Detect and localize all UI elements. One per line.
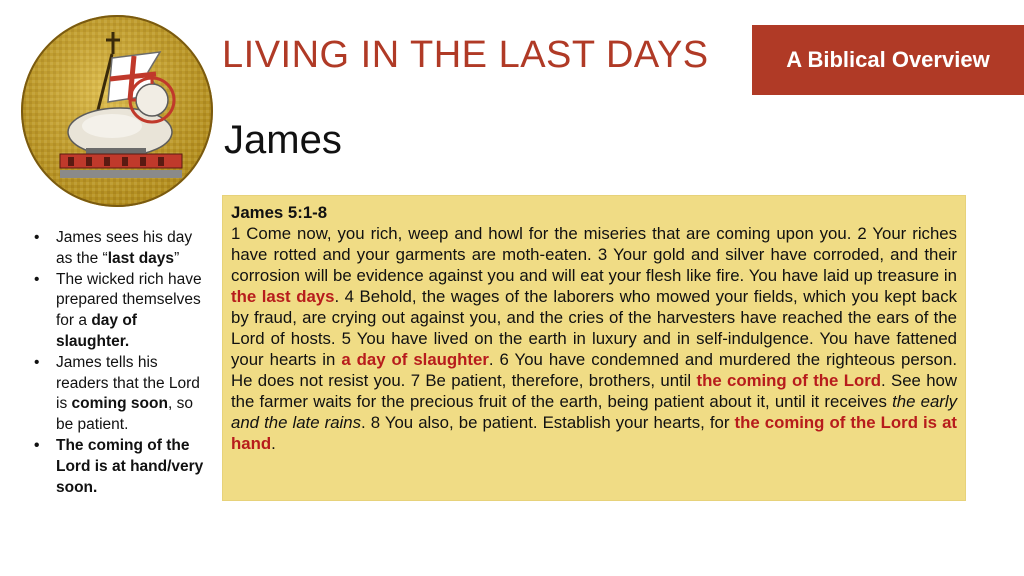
passage-highlight: a day of slaughter [341, 350, 489, 369]
page-subtitle: James [224, 118, 342, 162]
summary-item: • The coming of the Lord is at hand/very soon. [34, 436, 210, 498]
summary-item: • James tells his readers that the Lord is coming soon, so be patient. [34, 353, 210, 436]
passage-text: . 6 You have condemned and murdered the righteous person. He does not resist you. 7 Be patient, therefore, brothers, until [231, 350, 958, 390]
lamb-of-god-mosaic-icon [20, 14, 214, 208]
passage-text: . [271, 434, 276, 453]
passage-highlight: the coming of the Lord [696, 371, 881, 390]
passage-highlight: the coming of the Lord is at hand [231, 413, 958, 453]
passage-highlight: the last days [231, 287, 335, 306]
scripture-passage [222, 195, 966, 501]
summary-list [34, 228, 210, 498]
passage-italic: the early and the late rains [231, 392, 957, 432]
passage-reference: James 5:1-8 [231, 203, 328, 222]
summary-item: • James sees his day as the “last days” [34, 228, 210, 270]
passage-text: . 8 You also, be patient. Establish your hearts, for [360, 413, 735, 432]
passage-text: 1 Come now, you rich, weep and howl for the miseries that are coming upon you. 2 Your riches have rotted and your garments are moth-eaten. 3 Your gold and silver have corroded, and their corrosion will be evidence against you and will eat your flesh like fire. You have laid up treasure in [231, 224, 957, 285]
passage-text: . 4 Behold, the wages of the laborers who mowed your fields, which you kept back by fraud, are crying out against you, and the cries of the harvesters have reached the ears of the Lord of hosts. 5 You have lived on the earth in luxury and in self-indulgence. You have fattened your hearts in [231, 287, 957, 369]
passage-text: . See how the farmer waits for the precious fruit of the earth, being patient about it, until it receives [231, 371, 957, 411]
page-title: LIVING IN THE LAST DAYS [222, 34, 709, 76]
summary-item: • The wicked rich have prepared themselves for a day of slaughter. [34, 270, 210, 353]
section-badge: A Biblical Overview [752, 25, 1024, 95]
